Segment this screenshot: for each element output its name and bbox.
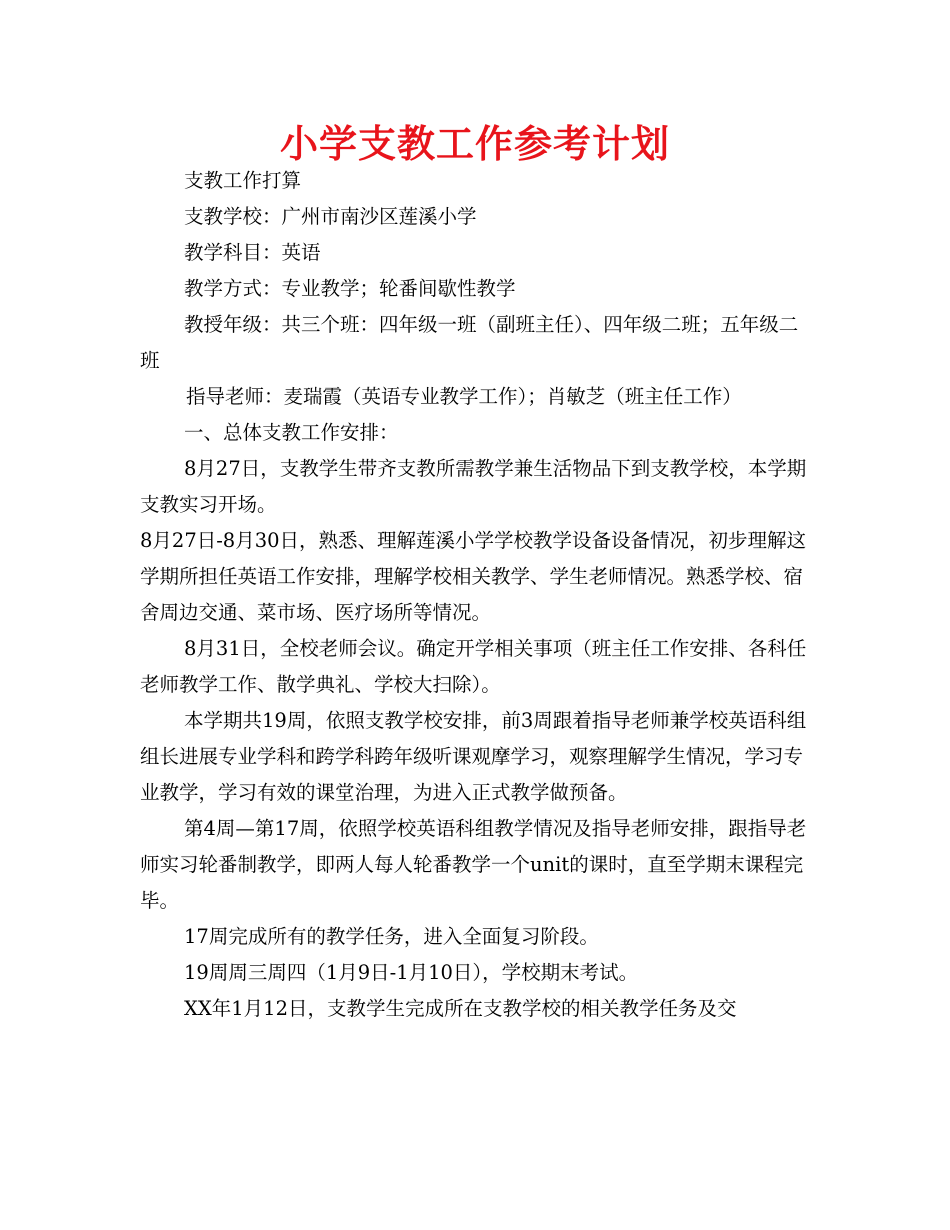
- paragraph-week17: 17周完成所有的教学任务，进入全面复习阶段。: [184, 925, 599, 948]
- paragraph-aug27: 8月27日，支教学生带齐支教所需教学兼生活物品下到支教学校，本学期支教实习开场。: [140, 457, 807, 516]
- document-title: 小学支教工作参考计划: [279, 122, 670, 166]
- section-heading-overall: 一、总体支教工作安排：: [184, 421, 399, 444]
- paragraph-aug31: 8月31日，全校老师会议。确定开学相关事项（班主任工作安排、各科任老师教学工作、散学典礼、学校大扫除）。: [140, 637, 807, 696]
- document-body: [140, 163, 815, 1027]
- paragraph-grades: 教授年级：共三个班：四年级一班（副班主任）、四年级二班；五年级二班: [140, 313, 799, 372]
- paragraph-aug27-30: 8月27日-8月30日，熟悉、理解莲溪小学学校教学设备设备情况，初步理解这学期所担任英语工作安排，理解学校相关教学、学生老师情况。熟悉学校、宿舍周边交通、菜市场、医疗场所等情况。: [140, 529, 807, 624]
- paragraph-mentors: 指导老师：麦瑞霞（英语专业教学工作）；肖敏芝（班主任工作）: [186, 385, 742, 408]
- paragraph-plan-heading: 支教工作打算: [184, 169, 302, 192]
- paragraph-school: 支教学校：广州市南沙区莲溪小学: [184, 205, 477, 228]
- paragraph-week4-17: 第4周—第17周，依照学校英语科组教学情况及指导老师安排，跟指导老师实习轮番制教学，即两人每人轮番教学一个unit的课时，直至学期末课程完毕。: [140, 817, 807, 912]
- paragraph-week19: 19周周三周四（1月9日-1月10日），学校期末考试。: [184, 961, 639, 984]
- paragraph-method: 教学方式：专业教学；轮番间歇性教学: [184, 277, 516, 300]
- paragraph-19-weeks: 本学期共19周，依照支教学校安排，前3周跟着指导老师兼学校英语科组组长进展专业学科和跨学科跨年级听课观摩学习，观察理解学生情况，学习专业教学，学习有效的课堂治理，为进入正式教学做预备。: [140, 709, 807, 804]
- paragraph-subject: 教学科目：英语: [184, 241, 321, 264]
- paragraph-jan12: XX年1月12日，支教学生完成所在支教学校的相关教学任务及交: [184, 997, 737, 1020]
